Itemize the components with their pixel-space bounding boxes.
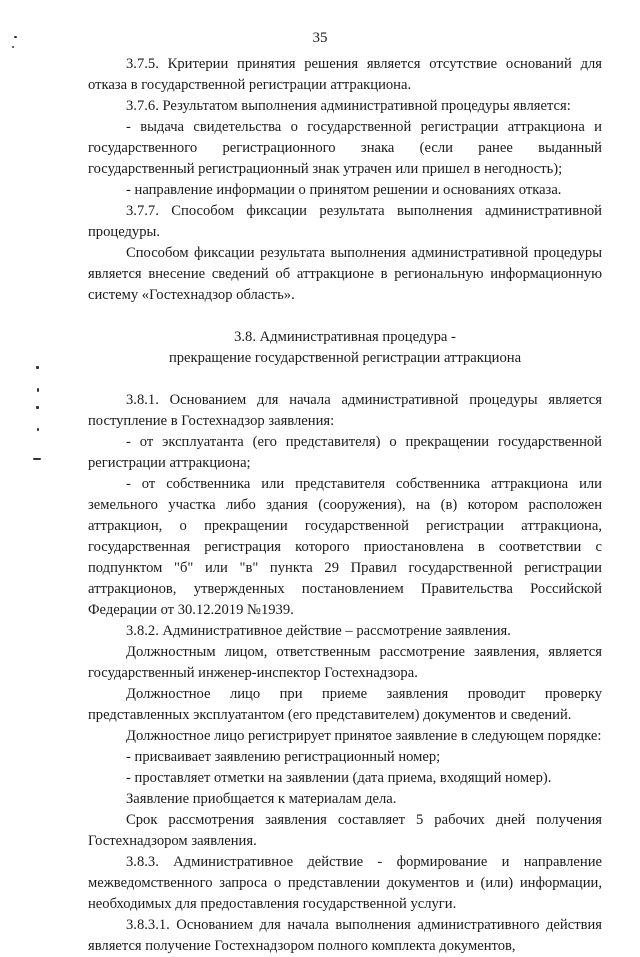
paragraph-3-8-3: 3.8.3. Административное действие - формирование и направление межведомственного запроса о представлении документов и (или) информации, необходимых для предоставления государственной услуги. [88, 854, 602, 912]
page-number: 35 [312, 30, 328, 46]
paragraph-attached: Заявление приобщается к материалам дела. [126, 791, 397, 807]
paragraph-3-7-6: 3.7.6. Результатом выполнения административной процедуры является: [126, 98, 571, 114]
paragraph-3-7-5: 3.7.5. Критерии принятия решения является отсутствие оснований для отказа в государственной регистрации аттракциона. [88, 56, 602, 93]
scan-speck [36, 406, 39, 409]
scan-speck [37, 428, 39, 431]
paragraph-registration-order: Должностное лицо регистрирует принятое заявление в следующем порядке: [126, 728, 602, 744]
section-heading-3-8 [88, 327, 602, 369]
paragraph-3-7-7: 3.7.7. Способом фиксации результата выполнения административной процедуры. [88, 203, 602, 240]
section-heading-line-1: 3.8. Административная процедура - [234, 329, 456, 345]
scan-speck [12, 46, 14, 48]
paragraph-3-8-2: 3.8.2. Административное действие – рассмотрение заявления. [126, 623, 511, 639]
list-item-certificate: - выдача свидетельства о государственной регистрации аттракциона и государственного регистрационного знака (если ранее выданный государственный регистрационный знак утрачен или пришел в негодность); [88, 119, 602, 177]
section-heading-line-2: прекращение государственной регистрации аттракциона [168, 350, 522, 366]
scan-speck [36, 366, 39, 369]
list-item-refusal-info: - направление информации о принятом решении и основаниях отказа. [126, 182, 562, 198]
paragraph-verification: Должностное лицо при приеме заявления проводит проверку представленных эксплуатантом (его представителем) документов и сведений. [88, 686, 602, 723]
list-item-marks: - проставляет отметки на заявлении (дата приема, входящий номер). [126, 770, 552, 786]
scan-speck [33, 458, 41, 460]
paragraph-responsible-official: Должностным лицом, ответственным рассмотрение заявления, является государственный инженер-инспектор Гостехнадзора. [88, 644, 602, 681]
list-item-operator: - от эксплуатанта (его представителя) о прекращении государственной регистрации аттракциона; [88, 434, 602, 471]
paragraph-3-8-1: 3.8.1. Основанием для начала административной процедуры является поступление в Гостехнадзор заявления: [88, 392, 602, 429]
scan-speck [14, 36, 17, 38]
list-item-owner: - от собственника или представителя собственника аттракциона или земельного участка либо здания (сооружения), на (в) котором расположен аттракцион, о прекращении государственной регистрации аттракциона, государственная регистрация которого приостановлена в соответствии с подпунктом "б" или "в" пункта 29 Правил государственной регистрации аттракционов, утвержденных постановлением Правительства Российской Федерации от 30.12.2019 №1939. [88, 476, 602, 618]
document-body [88, 54, 602, 957]
list-item-assign-number: - присваивает заявлению регистрационный номер; [126, 749, 441, 765]
paragraph-3-8-3-1: 3.8.3.1. Основанием для начала выполнения административного действия является получение Гостехнадзором полного комплекта документов, [88, 917, 602, 954]
paragraph-fixation-method: Способом фиксации результата выполнения административной процедуры является внесение сведений об аттракционе в региональную информационную систему «Гостехнадзор область». [88, 245, 602, 303]
paragraph-review-period: Срок рассмотрения заявления составляет 5 рабочих дней получения Гостехнадзором заявления. [88, 812, 602, 849]
scan-speck [37, 388, 39, 392]
